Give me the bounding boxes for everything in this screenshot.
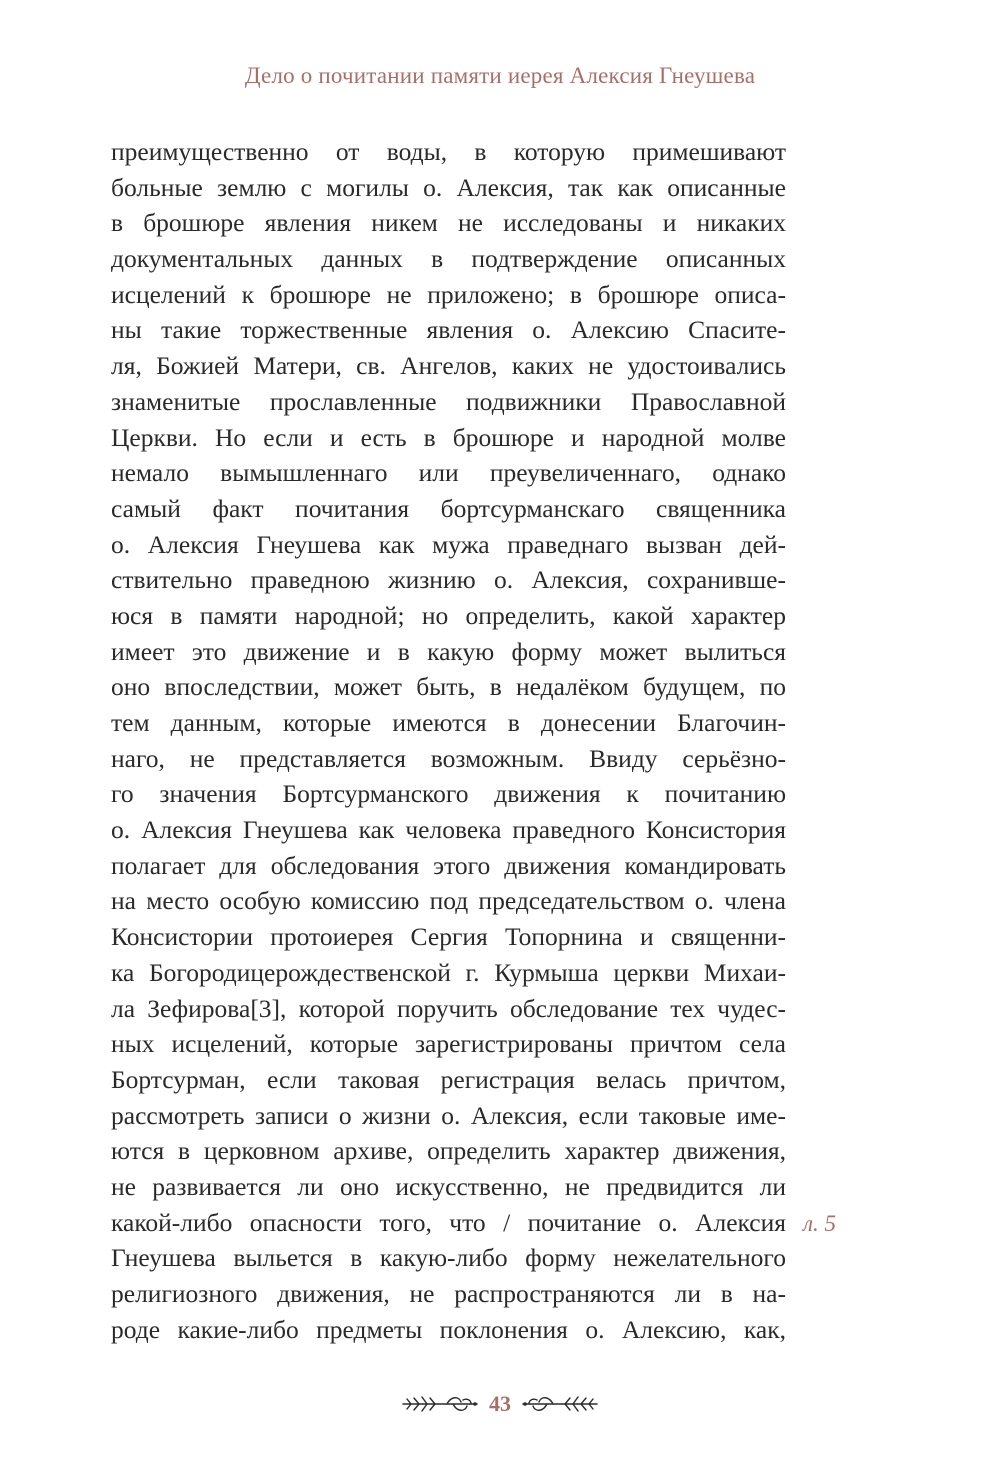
text-line: ствительно праведною жизнию о. Алексия, сохранивше- <box>111 565 786 595</box>
text-line: немало вымышленнаго или преувеличеннаго, однако <box>111 458 786 488</box>
text-line: знаменитые прославленные подвижники Православной <box>111 386 786 416</box>
text-line: ются в церковном архиве, определить характер движения, <box>111 1136 786 1166</box>
running-header: Дело о почитании памяти иерея Алексия Гнеушева <box>244 63 756 88</box>
text-line: религиозного движения, не распространяются ли в на- <box>111 1279 786 1308</box>
text-line: го значения Бортсурманского движения к почитанию <box>111 779 786 809</box>
text-line: ля, Божией Матери, св. Ангелов, каких не удостоивались <box>111 351 786 381</box>
text-line: исцелений к брошюре не приложено; в брошюре описа- <box>111 279 786 309</box>
text-line: Церкви. Но если и есть в брошюре и народной молве <box>111 422 786 452</box>
text-line: полагает для обследования этого движения командировать <box>111 850 786 880</box>
text-line: самый факт почитания бортсурманскаго священника <box>111 493 786 523</box>
text-line: ны такие торжественные явления о. Алексию Спасите- <box>111 315 786 345</box>
text-line: о. Алексия Гнеушева как мужа праведнаго вызван дей- <box>111 529 786 559</box>
text-line: Гнеушева выльется в какую-либо форму нежелательного <box>111 1243 786 1273</box>
text-line: роде какие-либо предметы поклонения о. Алексию, как, <box>111 1314 786 1344</box>
text-line: ных исцелений, которые зарегистрированы причтом села <box>111 1029 786 1059</box>
text-line: тем данным, которые имеются в донесении Благочин- <box>111 708 786 737</box>
text-line: Консистории протоиерея Сергия Топорнина и священни- <box>111 922 786 952</box>
text-line: рассмотреть записи о жизни о. Алексия, если таковые име- <box>111 1100 786 1130</box>
page-number: 43 <box>489 1391 511 1416</box>
right-ornament-icon <box>521 1392 599 1416</box>
text-line: преимущественно от воды, в которую примешивают <box>111 137 786 166</box>
text-line: о. Алексия Гнеушева как человека праведного Консистория <box>111 815 786 845</box>
text-line: ка Богородицерождественской г. Курмыша церкви Михаи- <box>111 957 786 987</box>
text-line: оно впоследствии, может быть, в недалёком будущем, по <box>111 672 786 702</box>
body-text <box>111 134 786 1347</box>
text-line: имеет это движение и в какую форму может вылиться <box>111 636 786 666</box>
text-line: наго, не представляется возможным. Ввиду серьёзно- <box>111 743 786 773</box>
page-footer <box>0 1384 1000 1424</box>
text-line: не развивается ли оно искусственно, не предвидится ли <box>111 1171 786 1201</box>
text-line: документальных данных в подтверждение описанных <box>111 244 786 274</box>
text-line: юся в памяти народной; но определить, какой характер <box>111 600 786 630</box>
left-ornament-icon <box>401 1392 479 1416</box>
text-line: на место особую комиссию под председательством о. члена <box>111 886 786 916</box>
text-line: Бортсурман, если таковая регистрация велась причтом, <box>111 1064 786 1094</box>
archive-sheet-marker: л. 5 <box>803 1211 837 1236</box>
text-line: какой-либо опасности того, что / почитание о. Алексия <box>111 1207 786 1237</box>
text-line: больные землю с могилы о. Алексия, так как описанные <box>111 172 786 202</box>
text-line: ла Зефирова[3], которой поручить обследование тех чудес- <box>111 993 786 1023</box>
text-line: в брошюре явления никем не исследованы и никаких <box>111 208 786 238</box>
